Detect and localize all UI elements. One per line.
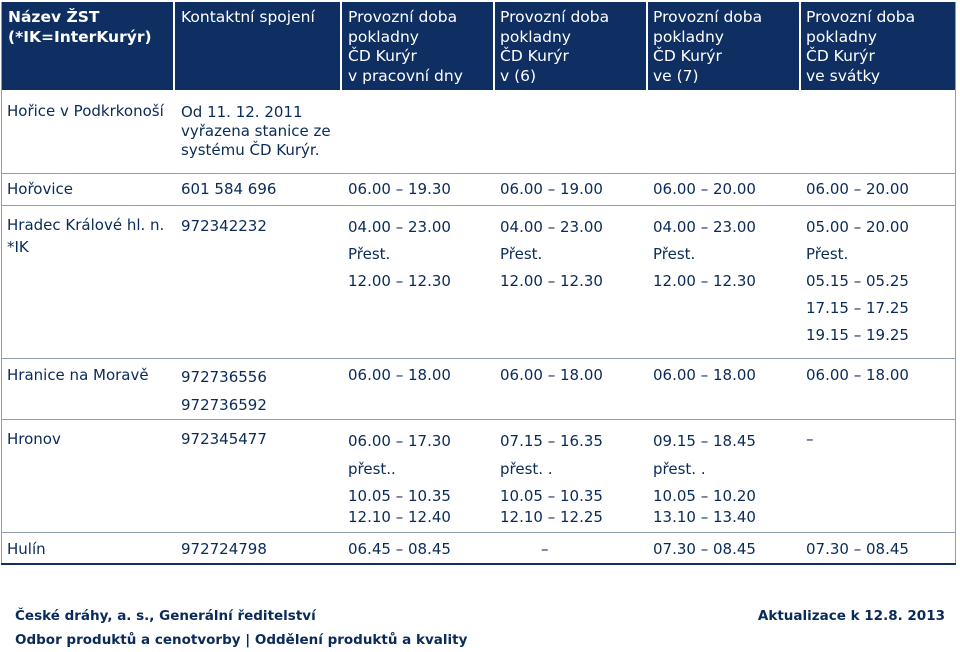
- sunday-hulin: 07.30 – 08.45: [653, 540, 756, 558]
- station-name-hronov: Hronov: [7, 430, 61, 448]
- sunday-hronov: 09.15 – 18.45 přest. . 10.05 – 10.20 13.10 – 13.40: [653, 432, 756, 526]
- station-name-horice: Hořice v Podkrkonoší: [7, 102, 164, 120]
- saturday-horovice: 06.00 – 19.00: [500, 180, 603, 198]
- contact-hradec: 972342232: [181, 217, 267, 235]
- station-name-horovice: Hořovice: [7, 180, 73, 198]
- table-header: [1, 2, 956, 90]
- saturday-hranice: 06.00 – 18.00: [500, 366, 603, 384]
- weekday-hulin: 06.45 – 08.45: [348, 540, 451, 558]
- weekday-hranice: 06.00 – 18.00: [348, 366, 451, 384]
- holiday-hulin: 07.30 – 08.45: [806, 540, 909, 558]
- station-name-hranice: Hranice na Moravě: [7, 366, 149, 384]
- footer-updated: Aktualizace k 12.8. 2013: [757, 608, 945, 624]
- header-saturday-hours: Provozní doba pokladny ČD Kurýr v (6): [500, 8, 610, 85]
- sunday-hradec: 04.00 – 23.00 Přest. 12.00 – 12.30: [653, 218, 756, 290]
- station-name-hulin: Hulín: [7, 540, 46, 558]
- footer-company: České dráhy, a. s., Generální ředitelství: [15, 608, 316, 624]
- holiday-horovice: 06.00 – 20.00: [806, 180, 909, 198]
- holiday-hronov: –: [806, 430, 814, 448]
- header-station-name: Název ŽST (*IK=InterKurýr): [8, 8, 152, 46]
- header-sunday-hours: Provozní doba pokladny ČD Kurýr ve (7): [653, 8, 763, 85]
- contact-hronov: 972345477: [181, 430, 267, 448]
- header-contact: Kontaktní spojení: [181, 8, 315, 26]
- contact-hulin: 972724798: [181, 540, 267, 558]
- contact-horovice: 601 584 696: [181, 180, 277, 198]
- weekday-horovice: 06.00 – 19.30: [348, 180, 451, 198]
- station-name-hradec: Hradec Králové hl. n. *IK: [7, 216, 165, 256]
- sunday-horovice: 06.00 – 20.00: [653, 180, 756, 198]
- header-weekday-hours: Provozní doba pokladny ČD Kurýr v pracovní dny: [348, 8, 463, 85]
- courier-table: [1, 2, 956, 565]
- saturday-hronov: 07.15 – 16.35 přest. . 10.05 – 10.35 12.10 – 12.25: [500, 432, 603, 526]
- holiday-hranice: 06.00 – 18.00: [806, 366, 909, 384]
- contact-hranice: 972736556 972736592: [181, 368, 267, 414]
- weekday-hradec: 04.00 – 23.00 Přest. 12.00 – 12.30: [348, 218, 451, 290]
- saturday-hulin: –: [541, 540, 549, 558]
- sunday-hranice: 06.00 – 18.00: [653, 366, 756, 384]
- footer-department: Odbor produktů a cenotvorby | Oddělení produktů a kvality: [15, 632, 468, 648]
- weekday-hronov: 06.00 – 17.30 přest.. 10.05 – 10.35 12.10 – 12.40: [348, 432, 451, 526]
- saturday-hradec: 04.00 – 23.00 Přest. 12.00 – 12.30: [500, 218, 603, 290]
- station-note-horice: Od 11. 12. 2011 vyřazena stanice ze systému ČD Kurýr.: [181, 103, 331, 159]
- holiday-hradec: 05.00 – 20.00 Přest. 05.15 – 05.25 17.15 – 17.25 19.15 – 19.25: [806, 218, 909, 344]
- header-holiday-hours: Provozní doba pokladny ČD Kurýr ve svátky: [806, 8, 916, 85]
